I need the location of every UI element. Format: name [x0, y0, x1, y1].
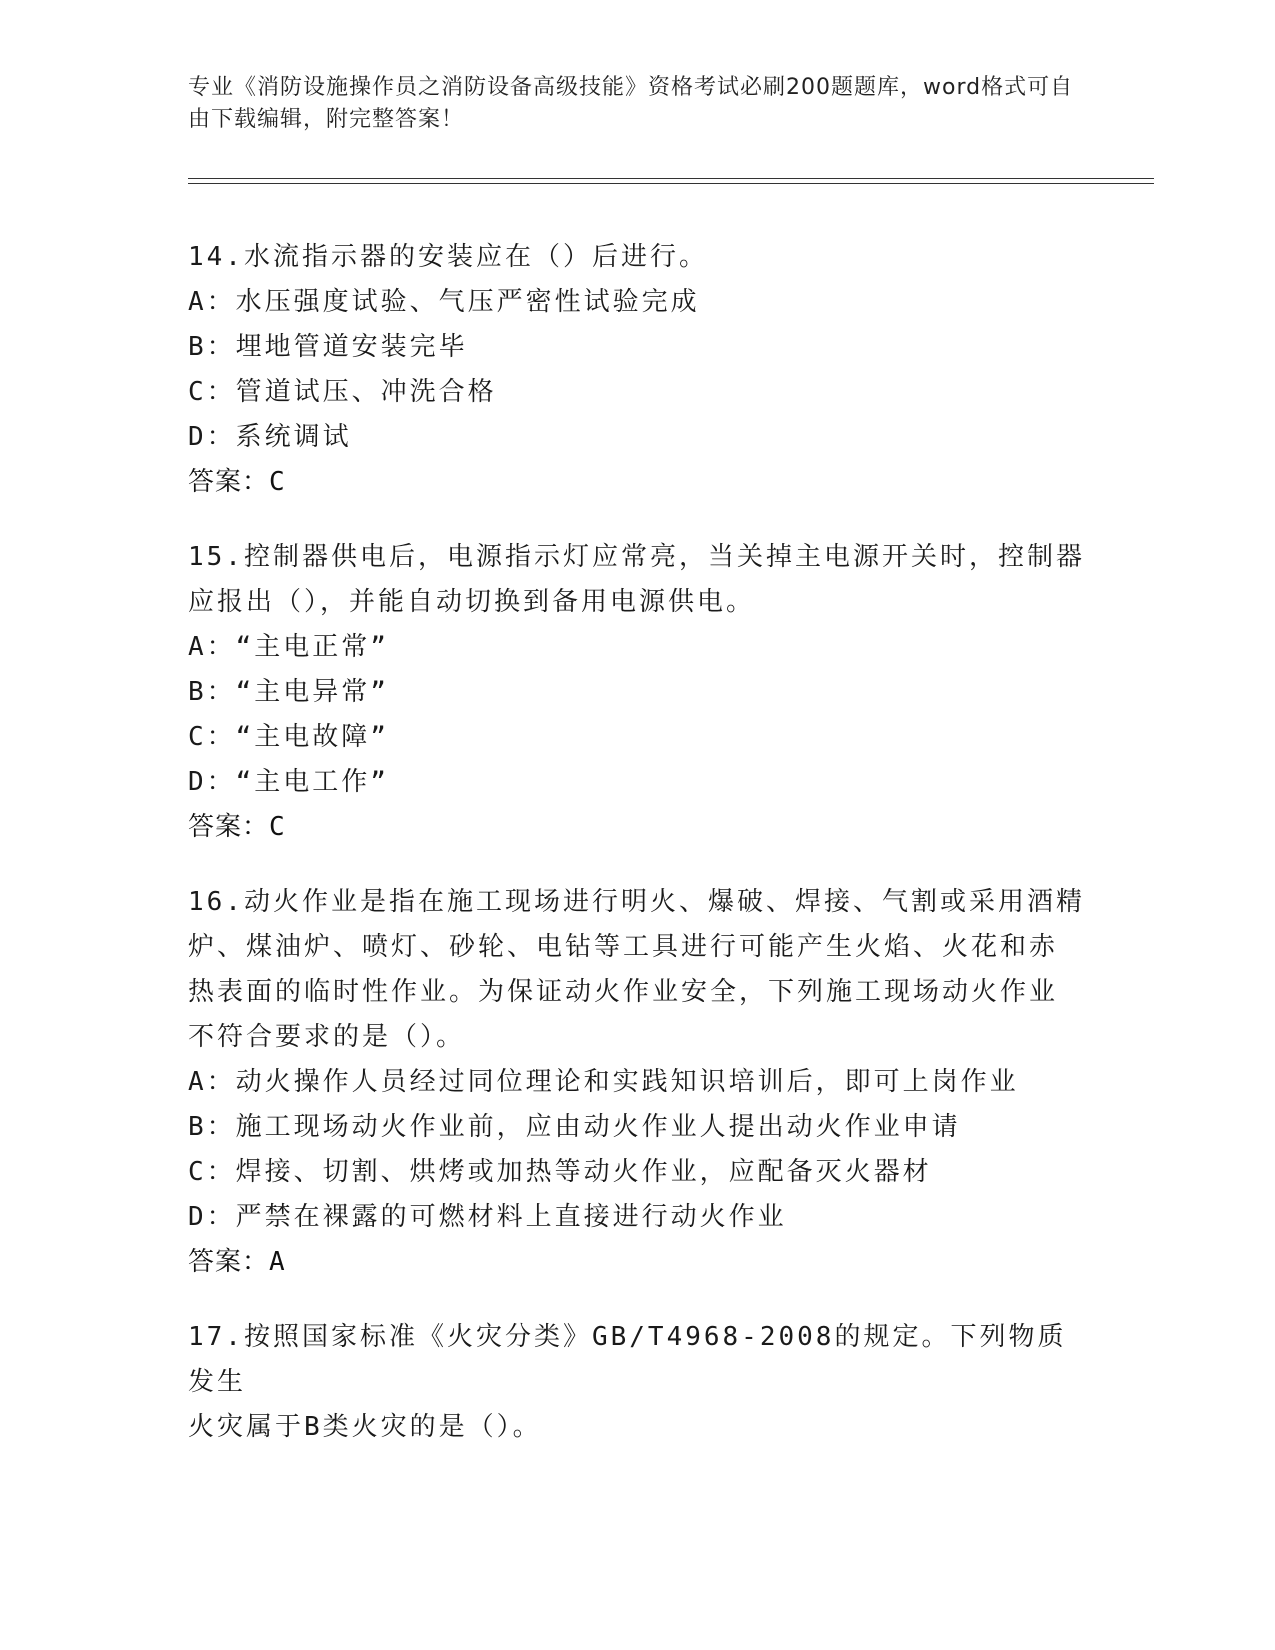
- answer-option: B：“主电异常”: [188, 677, 389, 707]
- question-stem-line: 炉、煤油炉、喷灯、砂轮、电钻等工具进行可能产生火焰、火花和赤: [188, 932, 1059, 962]
- answer-option: B：埋地管道安装完毕: [188, 332, 468, 362]
- question-block: [188, 235, 1088, 505]
- question-stem-line: 应报出（），并能自动切换到备用电源供电。: [188, 587, 756, 617]
- answer-line: [188, 805, 1088, 850]
- question-stem-line: 火灾属于B类火灾的是（）。: [188, 1412, 542, 1442]
- answer-line: [188, 460, 1088, 505]
- question-list: [188, 235, 1088, 1480]
- question-block: [188, 1315, 1088, 1450]
- header-rule-top: [188, 178, 1154, 179]
- answer-label: 答案：: [188, 1247, 270, 1277]
- answer-value: C: [269, 467, 286, 497]
- answer-option: B：施工现场动火作业前，应由动火作业人提出动火作业申请: [188, 1112, 961, 1142]
- question-stem-line: 不符合要求的是（）。: [188, 1022, 466, 1052]
- answer-label: 答案：: [188, 812, 270, 842]
- answer-option: A：水压强度试验、气压严密性试验完成: [188, 287, 700, 317]
- answer-option: D：严禁在裸露的可燃材料上直接进行动火作业: [188, 1202, 787, 1232]
- answer-option: A：“主电正常”: [188, 632, 389, 662]
- header-rule-bottom: [188, 183, 1154, 184]
- answer-option: C：“主电故障”: [188, 722, 389, 752]
- answer-option: D：系统调试: [188, 422, 352, 452]
- question-stem-line: 15.控制器供电后，电源指示灯应常亮，当关掉主电源开关时，控制器: [188, 542, 1085, 572]
- answer-label: 答案：: [188, 467, 270, 497]
- answer-option: A：动火操作人员经过同位理论和实践知识培训后，即可上岗作业: [188, 1067, 1019, 1097]
- question-block: [188, 880, 1088, 1285]
- document-header: 专业《消防设施操作员之消防设备高级技能》资格考试必刷200题题库，word格式可自由下载编辑，附完整答案！: [188, 75, 1074, 132]
- answer-option: D：“主电工作”: [188, 767, 389, 797]
- question-stem-line: 14.水流指示器的安装应在（）后进行。: [188, 242, 708, 272]
- question-stem-line: 17.按照国家标准《火灾分类》GB/T4968-2008的规定。下列物质发生: [188, 1322, 1067, 1397]
- question-stem-line: 16.动火作业是指在施工现场进行明火、爆破、焊接、气割或采用酒精: [188, 887, 1085, 917]
- question-stem-line: 热表面的临时性作业。为保证动火作业安全，下列施工现场动火作业: [188, 977, 1059, 1007]
- answer-value: A: [269, 1247, 286, 1277]
- question-block: [188, 535, 1088, 850]
- answer-option: C：管道试压、冲洗合格: [188, 377, 497, 407]
- answer-line: [188, 1240, 1088, 1285]
- answer-option: C：焊接、切割、烘烤或加热等动火作业，应配备灭火器材: [188, 1157, 932, 1187]
- answer-value: C: [269, 812, 286, 842]
